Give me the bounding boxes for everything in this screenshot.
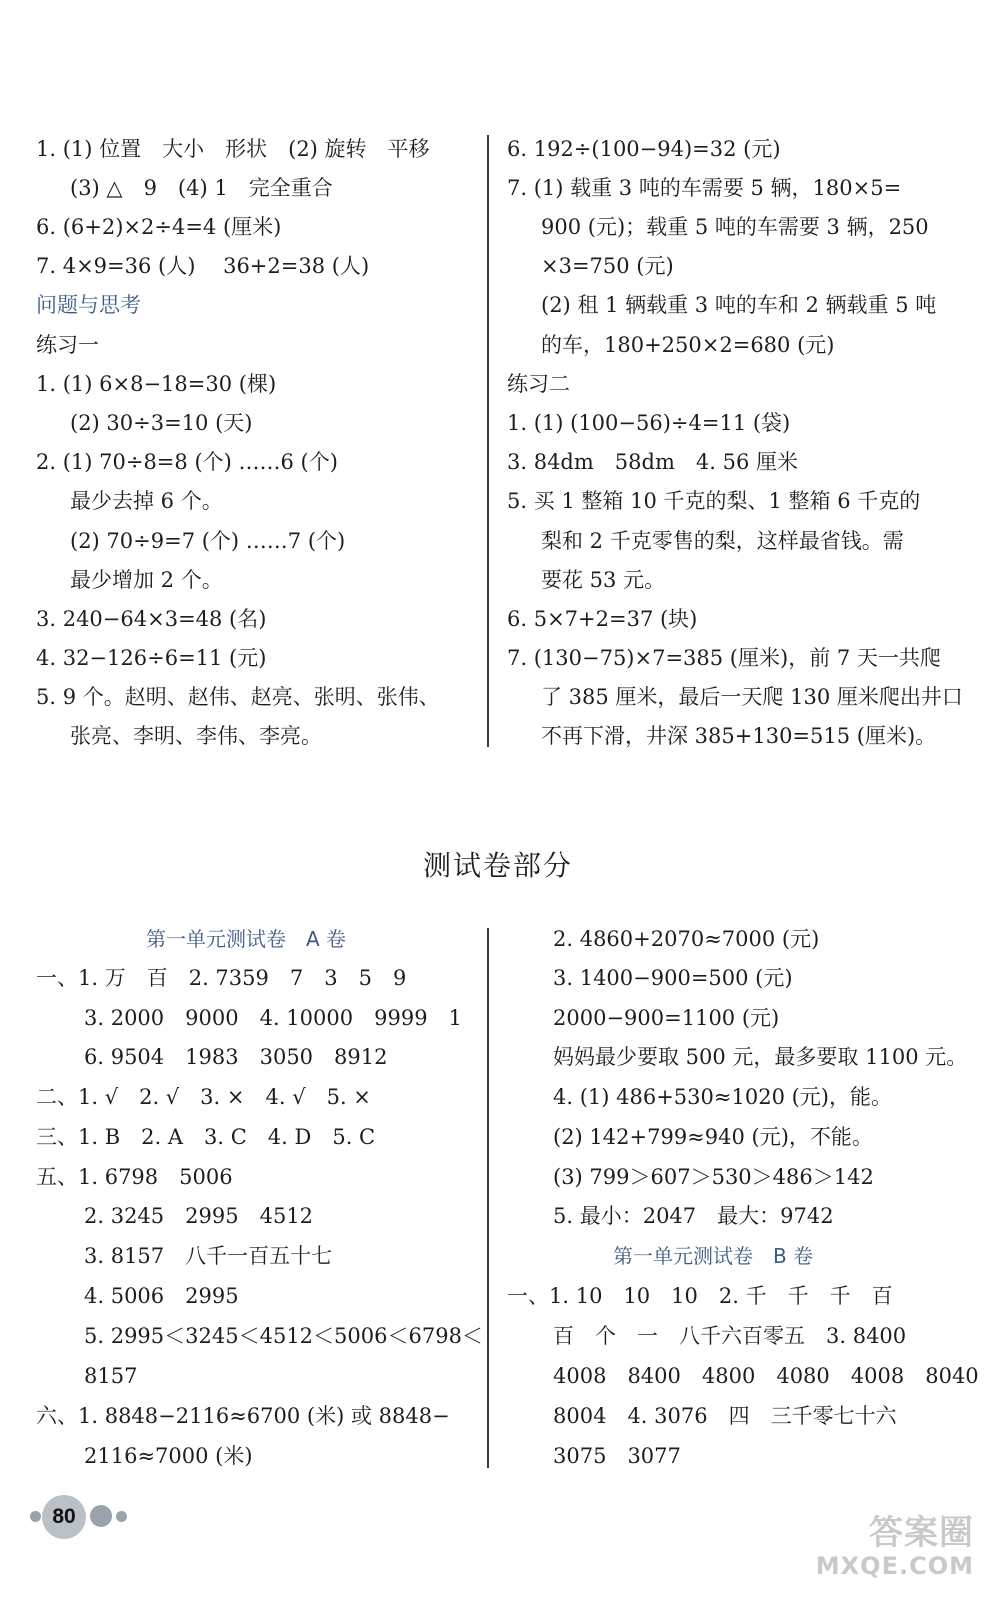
answer-line: 张亮、李明、李伟、李亮。 bbox=[70, 724, 322, 748]
answer-line: 6. 192÷(100−94)=32 (元) bbox=[507, 137, 781, 161]
answer-line: 2000−900=1100 (元) bbox=[553, 1006, 780, 1030]
answer-line: 6. 5×7+2=37 (块) bbox=[507, 607, 698, 631]
answer-line: 8157 bbox=[84, 1364, 138, 1388]
column-divider bbox=[487, 928, 489, 1468]
exercise-heading: 练习一 bbox=[36, 333, 99, 357]
answer-line: 二、1. √ 2. √ 3. × 4. √ 5. × bbox=[36, 1085, 371, 1109]
decor-dot bbox=[90, 1505, 112, 1527]
watermark-url: MXQE.COM bbox=[815, 1552, 974, 1580]
answer-line: 6. (6+2)×2÷4=4 (厘米) bbox=[36, 215, 282, 239]
answer-line: 7. (1) 载重 3 吨的车需要 5 辆，180×5= bbox=[507, 176, 902, 200]
section-title: 测试卷部分 bbox=[422, 849, 573, 882]
answer-line: 3. 240−64×3=48 (名) bbox=[36, 607, 267, 631]
answer-line: 3. 8157 八千一百五十七 bbox=[84, 1244, 333, 1268]
answer-line: 5. 买 1 整箱 10 千克的梨、1 整箱 6 千克的 bbox=[507, 489, 921, 513]
decor-dot bbox=[30, 1511, 41, 1522]
answer-line: (2) 30÷3=10 (天) bbox=[70, 411, 253, 435]
answer-line: 4008 8400 4800 4080 4008 8040 bbox=[553, 1364, 979, 1388]
answer-line: 2. (1) 70÷8=8 (个) ……6 (个) bbox=[36, 450, 338, 474]
answer-line: 最少去掉 6 个。 bbox=[70, 489, 223, 513]
answer-line: 一、1. 万 百 2. 7359 7 3 5 9 bbox=[36, 966, 407, 990]
answer-line: 6. 9504 1983 3050 8912 bbox=[84, 1045, 388, 1069]
watermark-logo: 答案圈 bbox=[869, 1513, 974, 1553]
answer-line: 要花 53 元。 bbox=[541, 568, 666, 592]
answer-line: 7. 4×9=36 (人) 36+2=38 (人) bbox=[36, 254, 370, 278]
answer-line: ×3=750 (元) bbox=[541, 254, 674, 278]
page-number-badge bbox=[30, 1495, 140, 1539]
page-number: 80 bbox=[42, 1495, 86, 1539]
answer-line: (2) 租 1 辆载重 3 吨的车和 2 辆载重 5 吨 bbox=[541, 293, 937, 317]
answer-line: (2) 70÷9=7 (个) ……7 (个) bbox=[70, 529, 346, 553]
answer-line: 了 385 厘米，最后一天爬 130 厘米爬出井口 bbox=[541, 685, 963, 709]
answer-line: 4. 5006 2995 bbox=[84, 1284, 239, 1308]
answer-line: 三、1. B 2. A 3. C 4. D 5. C bbox=[36, 1125, 376, 1149]
answer-line: 4. (1) 486+530≈1020 (元)，能。 bbox=[553, 1085, 892, 1109]
answer-line: 900 (元)；载重 5 吨的车需要 3 辆，250 bbox=[541, 215, 929, 239]
answer-line: 3. 84dm 58dm 4. 56 厘米 bbox=[507, 450, 798, 474]
subsection-heading: 问题与思考 bbox=[36, 293, 141, 317]
test-heading: 第一单元测试卷 A 卷 bbox=[146, 927, 347, 951]
answer-line: 4. 32−126÷6=11 (元) bbox=[36, 646, 267, 670]
answer-line: (3) △ 9 (4) 1 完全重合 bbox=[70, 176, 333, 200]
answer-line: 1. (1) 6×8−18=30 (棵) bbox=[36, 372, 277, 396]
answer-line: (3) 799＞607＞530＞486＞142 bbox=[553, 1165, 874, 1189]
answer-line: 2. 3245 2995 4512 bbox=[84, 1204, 314, 1228]
answer-line: 8004 4. 3076 四 三千零七十六 bbox=[553, 1404, 897, 1428]
test-heading: 第一单元测试卷 B 卷 bbox=[613, 1244, 814, 1268]
answer-line: 五、1. 6798 5006 bbox=[36, 1165, 233, 1189]
answer-line: (2) 142+799≈940 (元)，不能。 bbox=[553, 1125, 873, 1149]
answer-line: 3. 1400−900=500 (元) bbox=[553, 966, 793, 990]
answer-line: 梨和 2 千克零售的梨，这样最省钱。需 bbox=[541, 529, 904, 553]
answer-line: 妈妈最少要取 500 元，最多要取 1100 元。 bbox=[553, 1045, 968, 1069]
exercise-heading: 练习二 bbox=[507, 372, 570, 396]
answer-line: 3075 3077 bbox=[553, 1444, 681, 1468]
answer-line: 7. (130−75)×7=385 (厘米)，前 7 天一共爬 bbox=[507, 646, 941, 670]
answer-line: 1. (1) 位置 大小 形状 (2) 旋转 平移 bbox=[36, 137, 430, 161]
answer-line: 六、1. 8848−2116≈6700 (米) 或 8848− bbox=[36, 1404, 450, 1428]
answer-line: 1. (1) (100−56)÷4=11 (袋) bbox=[507, 411, 791, 435]
answer-line: 5. 2995＜3245＜4512＜5006＜6798＜ bbox=[84, 1324, 483, 1348]
answer-line: 最少增加 2 个。 bbox=[70, 568, 223, 592]
answer-line: 2. 4860+2070≈7000 (元) bbox=[553, 927, 820, 951]
column-divider bbox=[487, 135, 489, 747]
answer-line: 一、1. 10 10 10 2. 千 千 千 百 bbox=[507, 1284, 893, 1308]
answer-line: 5. 9 个。赵明、赵伟、赵亮、张明、张伟、 bbox=[36, 685, 440, 709]
answer-line: 的车，180+250×2=680 (元) bbox=[541, 333, 835, 357]
answer-line: 不再下滑，井深 385+130=515 (厘米)。 bbox=[541, 724, 937, 748]
answer-line: 百 个 一 八千六百零五 3. 8400 bbox=[553, 1324, 907, 1348]
answer-line: 5. 最小：2047 最大：9742 bbox=[553, 1204, 834, 1228]
decor-dot bbox=[116, 1511, 127, 1522]
answer-line: 3. 2000 9000 4. 10000 9999 1 bbox=[84, 1006, 462, 1030]
answer-line: 2116≈7000 (米) bbox=[84, 1444, 253, 1468]
